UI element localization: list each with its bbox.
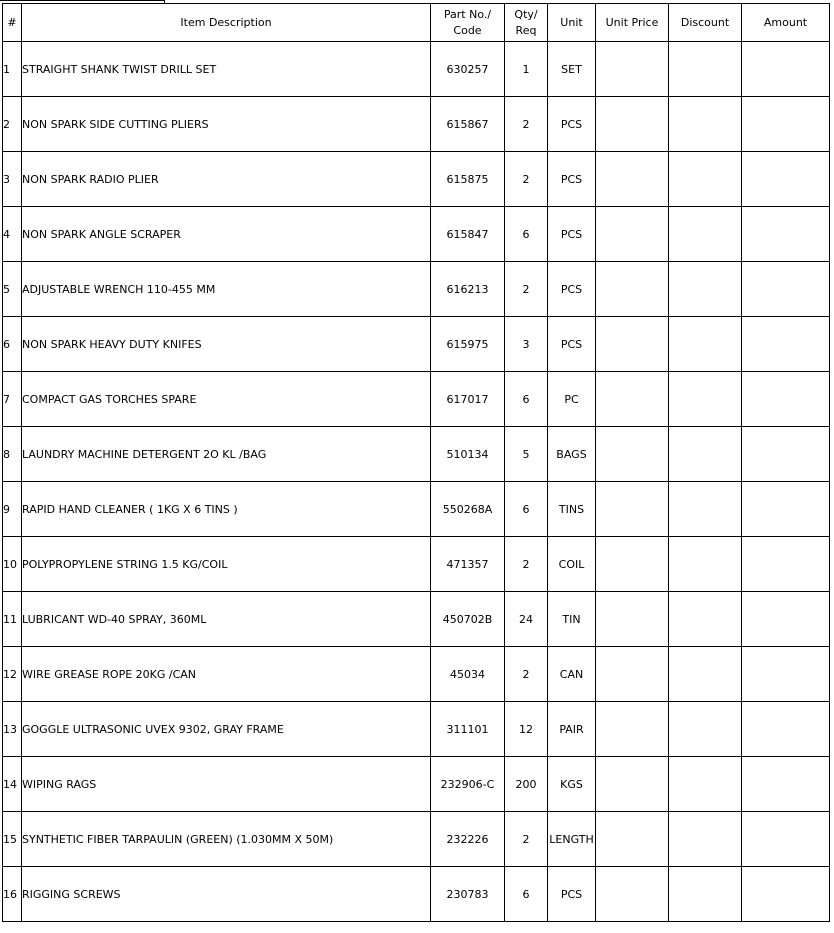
item-part-code: 311101	[431, 702, 505, 757]
table-row	[3, 757, 830, 812]
item-number: 13	[3, 702, 22, 757]
item-discount-cell	[669, 647, 742, 702]
item-unit: KGS	[548, 757, 596, 812]
item-unit: COIL	[548, 537, 596, 592]
item-quantity: 12	[505, 702, 548, 757]
item-discount-cell	[669, 482, 742, 537]
item-amount-cell	[742, 372, 830, 427]
item-discount-cell	[669, 867, 742, 922]
item-unit-price-cell	[596, 207, 669, 262]
item-unit-price-cell	[596, 702, 669, 757]
item-unit-price-cell	[596, 812, 669, 867]
item-amount-cell	[742, 812, 830, 867]
item-number: 8	[3, 427, 22, 482]
item-unit: TIN	[548, 592, 596, 647]
item-unit-price-cell	[596, 482, 669, 537]
item-amount-cell	[742, 867, 830, 922]
table-row	[3, 592, 830, 647]
item-part-code: 615875	[431, 152, 505, 207]
item-part-code: 232906-C	[431, 757, 505, 812]
header-unit-price: Unit Price	[596, 4, 669, 42]
item-unit: PCS	[548, 317, 596, 372]
item-unit-price-cell	[596, 537, 669, 592]
item-unit: PC	[548, 372, 596, 427]
item-discount-cell	[669, 372, 742, 427]
item-quantity: 1	[505, 42, 548, 97]
item-discount-cell	[669, 97, 742, 152]
item-discount-cell	[669, 812, 742, 867]
item-number: 16	[3, 867, 22, 922]
item-discount-cell	[669, 592, 742, 647]
item-quantity: 6	[505, 867, 548, 922]
item-quantity: 3	[505, 317, 548, 372]
item-quantity: 2	[505, 152, 548, 207]
item-discount-cell	[669, 262, 742, 317]
header-part-code-line2: Code	[453, 23, 482, 37]
header-qty-line1: Qty/	[514, 7, 538, 21]
item-description: LAUNDRY MACHINE DETERGENT 2O KL /BAG	[22, 427, 431, 482]
item-amount-cell	[742, 97, 830, 152]
header-description: Item Description	[22, 4, 431, 42]
item-description: WIPING RAGS	[22, 757, 431, 812]
item-part-code: 615847	[431, 207, 505, 262]
item-unit: CAN	[548, 647, 596, 702]
item-amount-cell	[742, 482, 830, 537]
table-row	[3, 152, 830, 207]
header-discount: Discount	[669, 4, 742, 42]
item-quantity: 6	[505, 207, 548, 262]
header-part-code-line1: Part No./	[443, 7, 492, 21]
item-description: LUBRICANT WD-40 SPRAY, 360ML	[22, 592, 431, 647]
item-unit-price-cell	[596, 372, 669, 427]
item-description: NON SPARK ANGLE SCRAPER	[22, 207, 431, 262]
header-amount: Amount	[742, 4, 830, 42]
item-quantity: 6	[505, 372, 548, 427]
header-unit: Unit	[548, 4, 596, 42]
item-unit: PCS	[548, 207, 596, 262]
item-amount-cell	[742, 702, 830, 757]
item-part-code: 45034	[431, 647, 505, 702]
item-description: ADJUSTABLE WRENCH 110-455 MM	[22, 262, 431, 317]
item-unit-price-cell	[596, 152, 669, 207]
table-row	[3, 647, 830, 702]
item-unit-price-cell	[596, 97, 669, 152]
item-amount-cell	[742, 592, 830, 647]
item-description: RIGGING SCREWS	[22, 867, 431, 922]
table-row	[3, 317, 830, 372]
item-unit: PAIR	[548, 702, 596, 757]
table-row	[3, 372, 830, 427]
item-part-code: 615975	[431, 317, 505, 372]
table-row	[3, 867, 830, 922]
table-row	[3, 262, 830, 317]
item-number: 7	[3, 372, 22, 427]
item-part-code: 615867	[431, 97, 505, 152]
item-unit: PCS	[548, 867, 596, 922]
item-description: STRAIGHT SHANK TWIST DRILL SET	[22, 42, 431, 97]
item-number: 1	[3, 42, 22, 97]
item-quantity: 2	[505, 647, 548, 702]
item-discount-cell	[669, 317, 742, 372]
header-part-code	[431, 4, 505, 42]
item-number: 15	[3, 812, 22, 867]
item-amount-cell	[742, 317, 830, 372]
item-discount-cell	[669, 207, 742, 262]
item-part-code: 510134	[431, 427, 505, 482]
item-part-code: 630257	[431, 42, 505, 97]
item-unit: LENGTH	[548, 812, 596, 867]
item-discount-cell	[669, 702, 742, 757]
item-amount-cell	[742, 207, 830, 262]
item-description: RAPID HAND CLEANER ( 1KG X 6 TINS )	[22, 482, 431, 537]
item-discount-cell	[669, 42, 742, 97]
item-number: 3	[3, 152, 22, 207]
item-amount-cell	[742, 42, 830, 97]
item-unit: PCS	[548, 97, 596, 152]
header-num: #	[3, 4, 22, 42]
table-row	[3, 702, 830, 757]
item-quantity: 2	[505, 812, 548, 867]
table-row	[3, 42, 830, 97]
header-row	[3, 4, 830, 42]
item-part-code: 550268A	[431, 482, 505, 537]
item-discount-cell	[669, 757, 742, 812]
item-description: COMPACT GAS TORCHES SPARE	[22, 372, 431, 427]
table-row	[3, 97, 830, 152]
item-number: 10	[3, 537, 22, 592]
items-table	[2, 3, 830, 922]
table-row	[3, 207, 830, 262]
item-amount-cell	[742, 537, 830, 592]
item-quantity: 2	[505, 262, 548, 317]
item-number: 11	[3, 592, 22, 647]
items-table-body	[3, 42, 830, 922]
item-description: SYNTHETIC FIBER TARPAULIN (GREEN) (1.030MM X 50M)	[22, 812, 431, 867]
table-row	[3, 537, 830, 592]
item-description: WIRE GREASE ROPE 20KG /CAN	[22, 647, 431, 702]
item-discount-cell	[669, 537, 742, 592]
item-part-code: 232226	[431, 812, 505, 867]
item-discount-cell	[669, 427, 742, 482]
header-qty	[505, 4, 548, 42]
header-qty-line2: Req	[515, 23, 537, 37]
item-part-code: 450702B	[431, 592, 505, 647]
item-description: NON SPARK RADIO PLIER	[22, 152, 431, 207]
item-description: NON SPARK SIDE CUTTING PLIERS	[22, 97, 431, 152]
table-row	[3, 482, 830, 537]
item-quantity: 2	[505, 97, 548, 152]
top-border-line	[0, 0, 164, 1]
item-unit-price-cell	[596, 317, 669, 372]
item-unit: SET	[548, 42, 596, 97]
item-unit: PCS	[548, 262, 596, 317]
item-part-code: 471357	[431, 537, 505, 592]
item-number: 2	[3, 97, 22, 152]
item-unit-price-cell	[596, 427, 669, 482]
item-description: GOGGLE ULTRASONIC UVEX 9302, GRAY FRAME	[22, 702, 431, 757]
item-amount-cell	[742, 262, 830, 317]
item-unit-price-cell	[596, 757, 669, 812]
item-amount-cell	[742, 647, 830, 702]
item-quantity: 2	[505, 537, 548, 592]
item-unit-price-cell	[596, 867, 669, 922]
item-part-code: 617017	[431, 372, 505, 427]
item-description: NON SPARK HEAVY DUTY KNIFES	[22, 317, 431, 372]
item-unit: PCS	[548, 152, 596, 207]
item-amount-cell	[742, 427, 830, 482]
item-unit: TINS	[548, 482, 596, 537]
item-unit-price-cell	[596, 42, 669, 97]
item-amount-cell	[742, 757, 830, 812]
item-quantity: 6	[505, 482, 548, 537]
item-discount-cell	[669, 152, 742, 207]
item-quantity: 200	[505, 757, 548, 812]
item-number: 4	[3, 207, 22, 262]
item-part-code: 616213	[431, 262, 505, 317]
table-row	[3, 812, 830, 867]
item-unit-price-cell	[596, 262, 669, 317]
item-quantity: 5	[505, 427, 548, 482]
item-amount-cell	[742, 152, 830, 207]
item-number: 14	[3, 757, 22, 812]
item-unit: BAGS	[548, 427, 596, 482]
item-number: 12	[3, 647, 22, 702]
item-quantity: 24	[505, 592, 548, 647]
item-number: 9	[3, 482, 22, 537]
item-unit-price-cell	[596, 592, 669, 647]
item-number: 5	[3, 262, 22, 317]
item-description: POLYPROPYLENE STRING 1.5 KG/COIL	[22, 537, 431, 592]
table-row	[3, 427, 830, 482]
item-number: 6	[3, 317, 22, 372]
item-unit-price-cell	[596, 647, 669, 702]
item-part-code: 230783	[431, 867, 505, 922]
